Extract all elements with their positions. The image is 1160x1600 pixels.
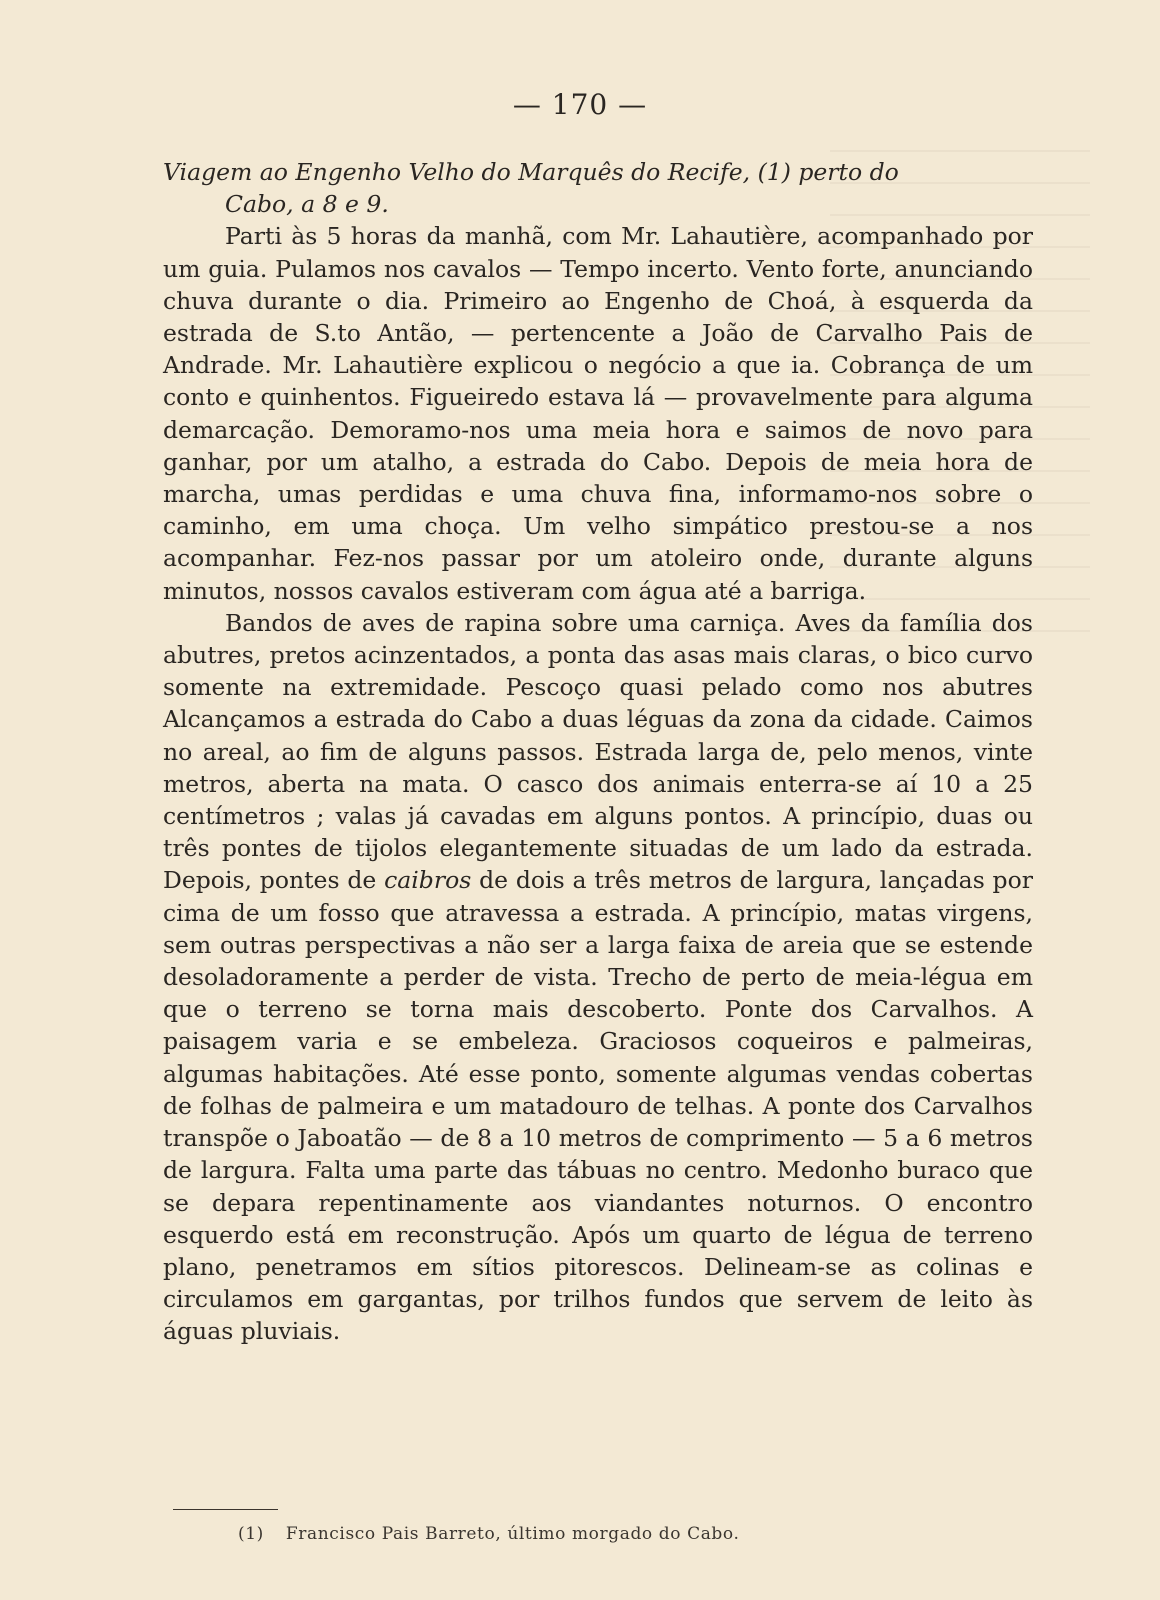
footnote-divider (173, 1509, 278, 1510)
section-heading-line2: Cabo, a 8 e 9. (225, 190, 389, 219)
footnote-text: Francisco Pais Barreto, último morgado do Cabo. (285, 1524, 740, 1544)
paragraph-text: de dois a três metros de largura, lançadas por cima de um fosso que atravessa a estrada. A princípio, matas virgens, sem outras perspectivas a não ser a larga faixa de areia que se estende desoladoramente a perder de vista. Trecho de perto de meia-légua em que o terreno se torna mais descoberto. Ponte dos Carvalhos. A paisagem varia e se embeleza. Graciosos coqueiros e palmeiras, algumas habitações. Até esse ponto, somente algumas vendas cobertas de folhas de palmeira e um matadouro de telhas. A ponte dos Carvalhos transpõe o Jaboatão — de 8 a 10 metros de comprimento — 5 a 6 metros de largura. Falta uma parte das tábuas no centro. Medonho buraco que se depara repentinamente aos viandantes noturnos. O encontro esquerdo está em reconstrução. Após um quarto de légua de terreno plano, penetramos em sítios pitorescos. Delineam-se as colinas e circulamos em gargantas, por trilhos fundos que servem de leito às águas pluviais. (163, 866, 1033, 1346)
footnote-mark: (1) (238, 1524, 264, 1544)
main-text (163, 156, 1033, 1348)
footnote (238, 1524, 739, 1544)
section-heading (163, 156, 1033, 220)
italic-term: caibros (384, 866, 472, 895)
section-heading-line1: Viagem ao Engenho Velho do Marquês do Recife, (1) perto do (163, 158, 899, 186)
page-number: — 170 — (512, 88, 648, 121)
paragraph: Parti às 5 horas da manhã, com Mr. Lahautière, acompanhado por um guia. Pulamos nos cavalos — Tempo incerto. Vento forte, anunciando chuva durante o dia. Primeiro ao Engenho de Choá, à esquerda da estrada de S.to Antão, — pertencente a João de Carvalho Pais de Andrade. Mr. Lahautière explicou o negócio a que ia. Cobrança de um conto e quinhentos. Figueiredo estava lá — provavelmente para alguma demarcação. Demoramo-nos uma meia hora e saimos de novo para ganhar, por um atalho, a estrada do Cabo. Depois de meia hora de marcha, umas perdidas e uma chuva fina, informamo-nos sobre o caminho, em uma choça. Um velho simpático prestou-se a nos acompanhar. Fez-nos passar por um atoleiro onde, durante alguns minutos, nossos cavalos estiveram com água até a barriga. (163, 222, 1033, 605)
paragraph (163, 607, 1033, 1348)
paragraph-text: Bandos de aves de rapina sobre uma carniça. Aves da família dos abutres, pretos acinzentados, a ponta das asas mais claras, o bico curvo somente na extremidade. Pescoço quasi pelado como nos abutres Alcançamos a estrada do Cabo a duas léguas da zona da cidade. Caimos no areal, ao fim de alguns passos. Estrada larga de, pelo menos, vinte metros, aberta na mata. O casco dos animais enterra-se aí 10 a 25 centímetros ; valas já cavadas em alguns pontos. A princípio, duas ou três pontes de tijolos elegantemente situadas de um lado da estrada. Depois, pontes de (163, 608, 1033, 895)
